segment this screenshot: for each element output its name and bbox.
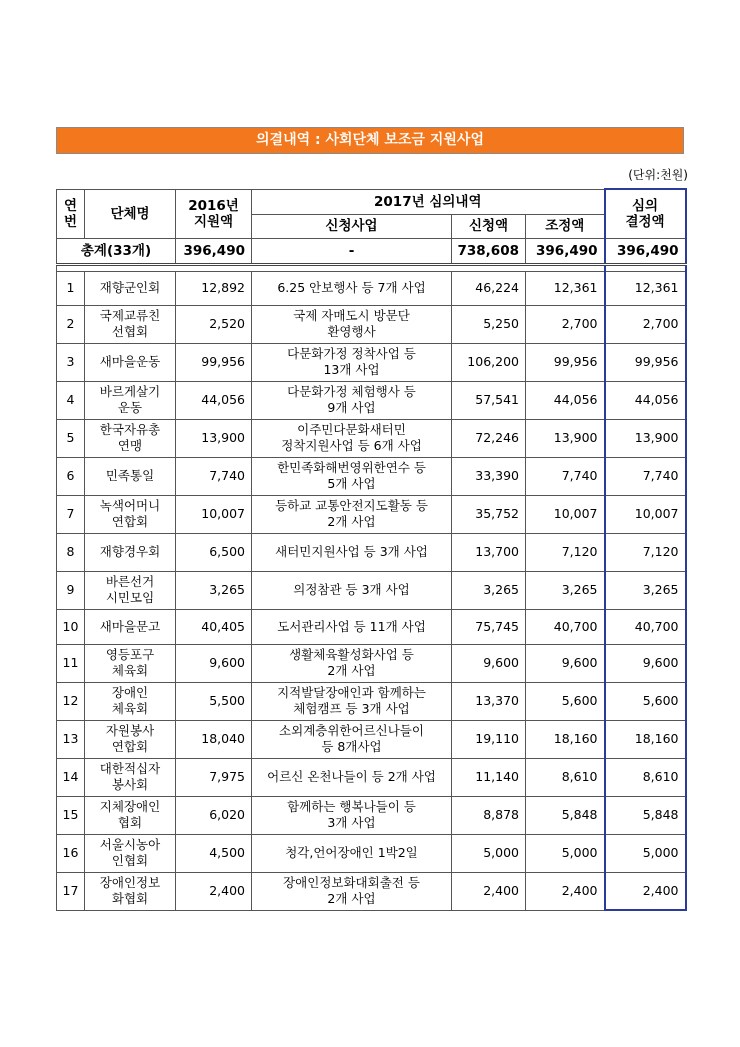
row-project-line: 등 8개사업 <box>321 739 382 754</box>
total-project: - <box>252 238 452 264</box>
row-decision: 8,610 <box>605 758 686 796</box>
row-decision: 18,160 <box>605 720 686 758</box>
row-adjusted: 13,900 <box>526 419 605 457</box>
row-adjusted: 2,400 <box>526 872 605 910</box>
row-no: 10 <box>57 609 85 644</box>
table-row <box>57 381 686 419</box>
total-decision: 396,490 <box>605 238 686 264</box>
row-adjusted: 18,160 <box>526 720 605 758</box>
row-project <box>252 495 452 533</box>
row-no: 15 <box>57 796 85 834</box>
table-row <box>57 495 686 533</box>
row-adjusted: 99,956 <box>526 343 605 381</box>
row-org-line: 선협회 <box>111 324 149 339</box>
row-2016: 10,007 <box>176 495 252 533</box>
row-adjusted: 8,610 <box>526 758 605 796</box>
row-project <box>252 571 452 609</box>
row-org-line: 대한적십자 <box>99 761 161 776</box>
row-requested: 8,878 <box>452 796 526 834</box>
row-org <box>85 834 176 872</box>
row-project-line: 2개 사업 <box>327 514 376 529</box>
table-row <box>57 720 686 758</box>
row-org-line: 연맹 <box>117 438 143 453</box>
row-org <box>85 305 176 343</box>
row-project-line: 환영행사 <box>327 324 376 339</box>
row-project <box>252 796 452 834</box>
row-org-line: 체육회 <box>111 701 149 716</box>
row-org <box>85 381 176 419</box>
row-2016: 13,900 <box>176 419 252 457</box>
row-project-line: 도서관리사업 등 11개 사업 <box>277 618 426 634</box>
row-adjusted: 5,600 <box>526 682 605 720</box>
row-project-line: 이주민다문화새터민 <box>297 422 406 437</box>
row-org <box>85 682 176 720</box>
row-org-line: 화협회 <box>111 891 149 906</box>
row-project-line: 13개 사업 <box>323 362 380 377</box>
table-row <box>57 644 686 682</box>
row-org <box>85 457 176 495</box>
row-project-line: 3개 사업 <box>327 815 376 830</box>
row-project <box>252 419 452 457</box>
row-project-line: 청각,언어장애인 1박2일 <box>285 845 418 860</box>
row-org-line: 바르게살기 <box>99 384 161 399</box>
row-2016: 6,020 <box>176 796 252 834</box>
row-org-line: 연합회 <box>111 739 149 754</box>
row-decision: 5,000 <box>605 834 686 872</box>
header-decision: 심의 결정액 <box>605 189 686 238</box>
row-requested: 11,140 <box>452 758 526 796</box>
row-org-line: 한국자유총 <box>99 422 161 437</box>
table-row <box>57 533 686 571</box>
total-adjusted: 396,490 <box>526 238 605 264</box>
row-project <box>252 758 452 796</box>
row-no: 2 <box>57 305 85 343</box>
row-adjusted: 7,740 <box>526 457 605 495</box>
row-requested: 5,250 <box>452 305 526 343</box>
row-project-line: 다문화가정 체험행사 등 <box>287 384 416 399</box>
row-requested: 19,110 <box>452 720 526 758</box>
row-adjusted: 10,007 <box>526 495 605 533</box>
table-row <box>57 571 686 609</box>
row-decision: 99,956 <box>605 343 686 381</box>
row-project-line: 장애인정보화대회출전 등 <box>283 875 420 890</box>
header-no: 연 번 <box>57 189 85 238</box>
row-project-line: 정착지원사업 등 6개 사업 <box>281 438 422 453</box>
row-no: 16 <box>57 834 85 872</box>
row-decision: 5,848 <box>605 796 686 834</box>
row-project <box>252 720 452 758</box>
row-project-line: 지적발달장애인과 함께하는 <box>277 685 426 700</box>
row-project-line: 등하교 교통안전지도활동 등 <box>275 498 428 513</box>
total-requested: 738,608 <box>452 238 526 264</box>
table-row <box>57 419 686 457</box>
row-project-line: 생활체육활성화사업 등 <box>289 647 414 662</box>
header-2017: 2017년 심의내역 <box>252 189 605 214</box>
total-2016: 396,490 <box>176 238 252 264</box>
row-2016: 6,500 <box>176 533 252 571</box>
row-2016: 7,975 <box>176 758 252 796</box>
table-row <box>57 834 686 872</box>
row-project-line: 소외계층위한어르신나들이 <box>279 723 424 738</box>
row-project <box>252 834 452 872</box>
row-decision: 5,600 <box>605 682 686 720</box>
row-requested: 2,400 <box>452 872 526 910</box>
row-requested: 9,600 <box>452 644 526 682</box>
row-project-line: 9개 사업 <box>327 400 376 415</box>
row-2016: 2,400 <box>176 872 252 910</box>
row-project <box>252 609 452 644</box>
table-row <box>57 343 686 381</box>
row-org-line: 재향군인회 <box>99 280 161 295</box>
row-org-line: 봉사회 <box>111 777 149 792</box>
row-org <box>85 872 176 910</box>
header-requested: 신청액 <box>452 214 526 238</box>
row-decision: 40,700 <box>605 609 686 644</box>
row-no: 6 <box>57 457 85 495</box>
row-no: 17 <box>57 872 85 910</box>
row-no: 7 <box>57 495 85 533</box>
row-org-line: 지체장애인 <box>99 799 161 814</box>
table-row <box>57 609 686 644</box>
row-no: 12 <box>57 682 85 720</box>
row-org-line: 민족통일 <box>105 468 155 483</box>
row-no: 8 <box>57 533 85 571</box>
row-org-line: 영등포구 <box>105 647 155 662</box>
row-org <box>85 796 176 834</box>
row-2016: 4,500 <box>176 834 252 872</box>
subsidy-table <box>56 188 687 911</box>
row-adjusted: 3,265 <box>526 571 605 609</box>
row-project-line: 국제 자매도시 방문단 <box>293 308 410 323</box>
row-org-line: 새마을운동 <box>99 354 161 369</box>
row-requested: 106,200 <box>452 343 526 381</box>
row-org-line: 인협회 <box>111 853 149 868</box>
row-no: 4 <box>57 381 85 419</box>
row-requested: 33,390 <box>452 457 526 495</box>
row-project-line: 6.25 안보행사 등 7개 사업 <box>277 280 426 295</box>
row-org <box>85 609 176 644</box>
row-2016: 7,740 <box>176 457 252 495</box>
row-decision: 2,700 <box>605 305 686 343</box>
row-requested: 75,745 <box>452 609 526 644</box>
row-decision: 12,361 <box>605 271 686 305</box>
header-2016: 2016년 지원액 <box>176 189 252 238</box>
row-org-line: 장애인 <box>111 685 149 700</box>
row-org-line: 새마을문고 <box>99 618 161 634</box>
row-no: 11 <box>57 644 85 682</box>
row-project-line: 2개 사업 <box>327 891 376 906</box>
row-requested: 35,752 <box>452 495 526 533</box>
row-requested: 72,246 <box>452 419 526 457</box>
row-project <box>252 305 452 343</box>
unit-label: (단위:천원) <box>628 168 688 182</box>
row-project-line: 한민족화해번영위한연수 등 <box>277 460 426 475</box>
row-org <box>85 720 176 758</box>
row-adjusted: 40,700 <box>526 609 605 644</box>
row-org <box>85 271 176 305</box>
row-org <box>85 533 176 571</box>
row-no: 3 <box>57 343 85 381</box>
row-2016: 40,405 <box>176 609 252 644</box>
row-project-line: 새터민지원사업 등 3개 사업 <box>275 544 428 559</box>
row-requested: 13,700 <box>452 533 526 571</box>
row-project-line: 함께하는 행복나들이 등 <box>287 799 416 814</box>
row-project-line: 체험캠프 등 3개 사업 <box>293 701 410 716</box>
row-no: 14 <box>57 758 85 796</box>
row-adjusted: 5,000 <box>526 834 605 872</box>
row-2016: 18,040 <box>176 720 252 758</box>
row-2016: 3,265 <box>176 571 252 609</box>
row-2016: 5,500 <box>176 682 252 720</box>
spacer-row <box>57 264 686 271</box>
row-project <box>252 381 452 419</box>
row-org-line: 운동 <box>117 400 143 415</box>
row-adjusted: 12,361 <box>526 271 605 305</box>
row-project <box>252 457 452 495</box>
table-row <box>57 271 686 305</box>
row-project <box>252 533 452 571</box>
row-org-line: 재향경우회 <box>99 544 161 559</box>
table-row <box>57 796 686 834</box>
row-requested: 46,224 <box>452 271 526 305</box>
row-project-line: 다문화가정 정착사업 등 <box>287 346 416 361</box>
row-project <box>252 682 452 720</box>
row-org <box>85 495 176 533</box>
row-decision: 10,007 <box>605 495 686 533</box>
row-decision: 2,400 <box>605 872 686 910</box>
row-requested: 5,000 <box>452 834 526 872</box>
row-project-line: 어르신 온천나들이 등 2개 사업 <box>267 769 436 784</box>
row-project <box>252 343 452 381</box>
row-adjusted: 5,848 <box>526 796 605 834</box>
table-row <box>57 758 686 796</box>
row-project-line: 2개 사업 <box>327 663 376 678</box>
row-org <box>85 343 176 381</box>
row-org-line: 국제교류친 <box>99 308 161 323</box>
table-row <box>57 682 686 720</box>
row-org <box>85 571 176 609</box>
row-requested: 3,265 <box>452 571 526 609</box>
row-org-line: 서울시농아 <box>99 837 161 852</box>
table-row <box>57 457 686 495</box>
table-row <box>57 305 686 343</box>
row-org-line: 녹색어머니 <box>99 498 161 513</box>
header-project: 신청사업 <box>252 214 452 238</box>
total-label: 총계(33개) <box>57 238 176 264</box>
row-adjusted: 7,120 <box>526 533 605 571</box>
row-project <box>252 644 452 682</box>
row-adjusted: 44,056 <box>526 381 605 419</box>
row-org-line: 협회 <box>117 815 143 830</box>
row-decision: 9,600 <box>605 644 686 682</box>
header-org: 단체명 <box>85 189 176 238</box>
page-title: 의결내역 : 사회단체 보조금 지원사업 <box>56 127 684 154</box>
row-decision: 7,740 <box>605 457 686 495</box>
row-decision: 13,900 <box>605 419 686 457</box>
row-adjusted: 2,700 <box>526 305 605 343</box>
row-org-line: 자원봉사 <box>105 723 155 738</box>
row-decision: 7,120 <box>605 533 686 571</box>
row-decision: 44,056 <box>605 381 686 419</box>
row-org <box>85 758 176 796</box>
row-adjusted: 9,600 <box>526 644 605 682</box>
row-decision: 3,265 <box>605 571 686 609</box>
total-row <box>57 238 686 264</box>
row-org-line: 체육회 <box>111 663 149 678</box>
row-project-line: 5개 사업 <box>327 476 376 491</box>
row-org-line: 장애인정보 <box>99 875 161 890</box>
row-2016: 44,056 <box>176 381 252 419</box>
row-org-line: 연합회 <box>111 514 149 529</box>
row-project <box>252 872 452 910</box>
row-2016: 2,520 <box>176 305 252 343</box>
row-2016: 9,600 <box>176 644 252 682</box>
row-requested: 57,541 <box>452 381 526 419</box>
row-no: 13 <box>57 720 85 758</box>
row-no: 9 <box>57 571 85 609</box>
table-row <box>57 872 686 910</box>
row-project-line: 의정참관 등 3개 사업 <box>293 582 410 597</box>
header-adjusted: 조정액 <box>526 214 605 238</box>
row-org-line: 바른선거 <box>105 574 155 589</box>
row-project <box>252 271 452 305</box>
row-no: 1 <box>57 271 85 305</box>
row-org-line: 시민모임 <box>105 590 155 605</box>
row-2016: 12,892 <box>176 271 252 305</box>
row-org <box>85 644 176 682</box>
row-org <box>85 419 176 457</box>
row-no: 5 <box>57 419 85 457</box>
row-requested: 13,370 <box>452 682 526 720</box>
row-2016: 99,956 <box>176 343 252 381</box>
